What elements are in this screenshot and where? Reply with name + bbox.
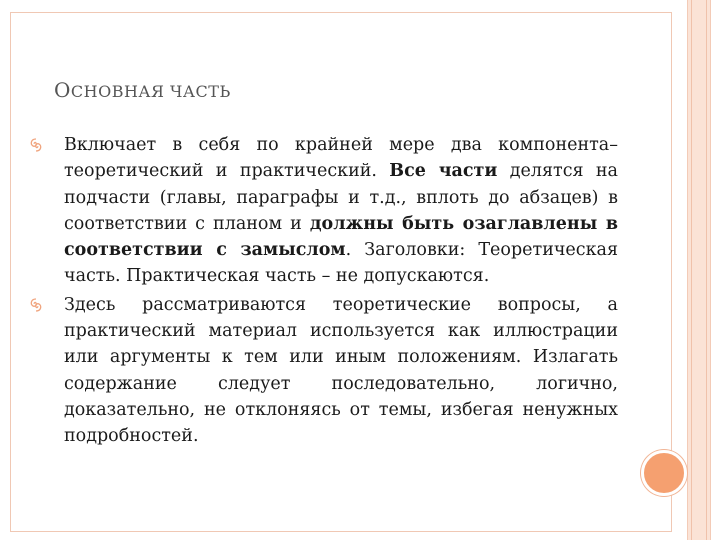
decorative-circle — [641, 450, 687, 496]
slide-title — [54, 78, 231, 102]
bullet-paragraph-1 — [28, 132, 618, 290]
title-first-letter: О — [54, 78, 71, 102]
bold-text-run: должны быть озаглавлены в соответствии с замыслом — [64, 213, 618, 261]
bold-text-run: Все части — [389, 161, 498, 182]
text-run: Здесь рассматриваются теоретические вопросы, а практический материал используется как иллюстрации или аргументы к тем или иным положениям. Излагать содержание следует последовательно, логично, доказательно, не отклоняясь от темы, избегая ненужных подробностей. — [64, 294, 618, 447]
band-rule-left — [691, 0, 692, 540]
title-rest: СНОВНАЯ ЧАСТЬ — [70, 82, 231, 101]
decorative-side-band — [687, 0, 711, 540]
paragraph-1-text — [64, 135, 618, 286]
bullet-paragraph-2 — [28, 292, 618, 450]
flourish-bullet-icon — [28, 137, 44, 153]
band-rule-right — [706, 0, 707, 540]
text-run: Включает в себя по крайней мере два компонента– теоретический и практический. — [64, 135, 618, 182]
text-run: . Заголовки: Теоретическая часть. Практическая часть – не допускаются. — [64, 240, 618, 287]
text-run: делятся на подчасти (главы, параграфы и т.д., вплоть до абзацев) в соответствии с планом и — [64, 161, 618, 234]
flourish-bullet-icon — [28, 297, 44, 313]
slide-body — [28, 132, 618, 450]
paragraph-2-text — [64, 295, 618, 446]
